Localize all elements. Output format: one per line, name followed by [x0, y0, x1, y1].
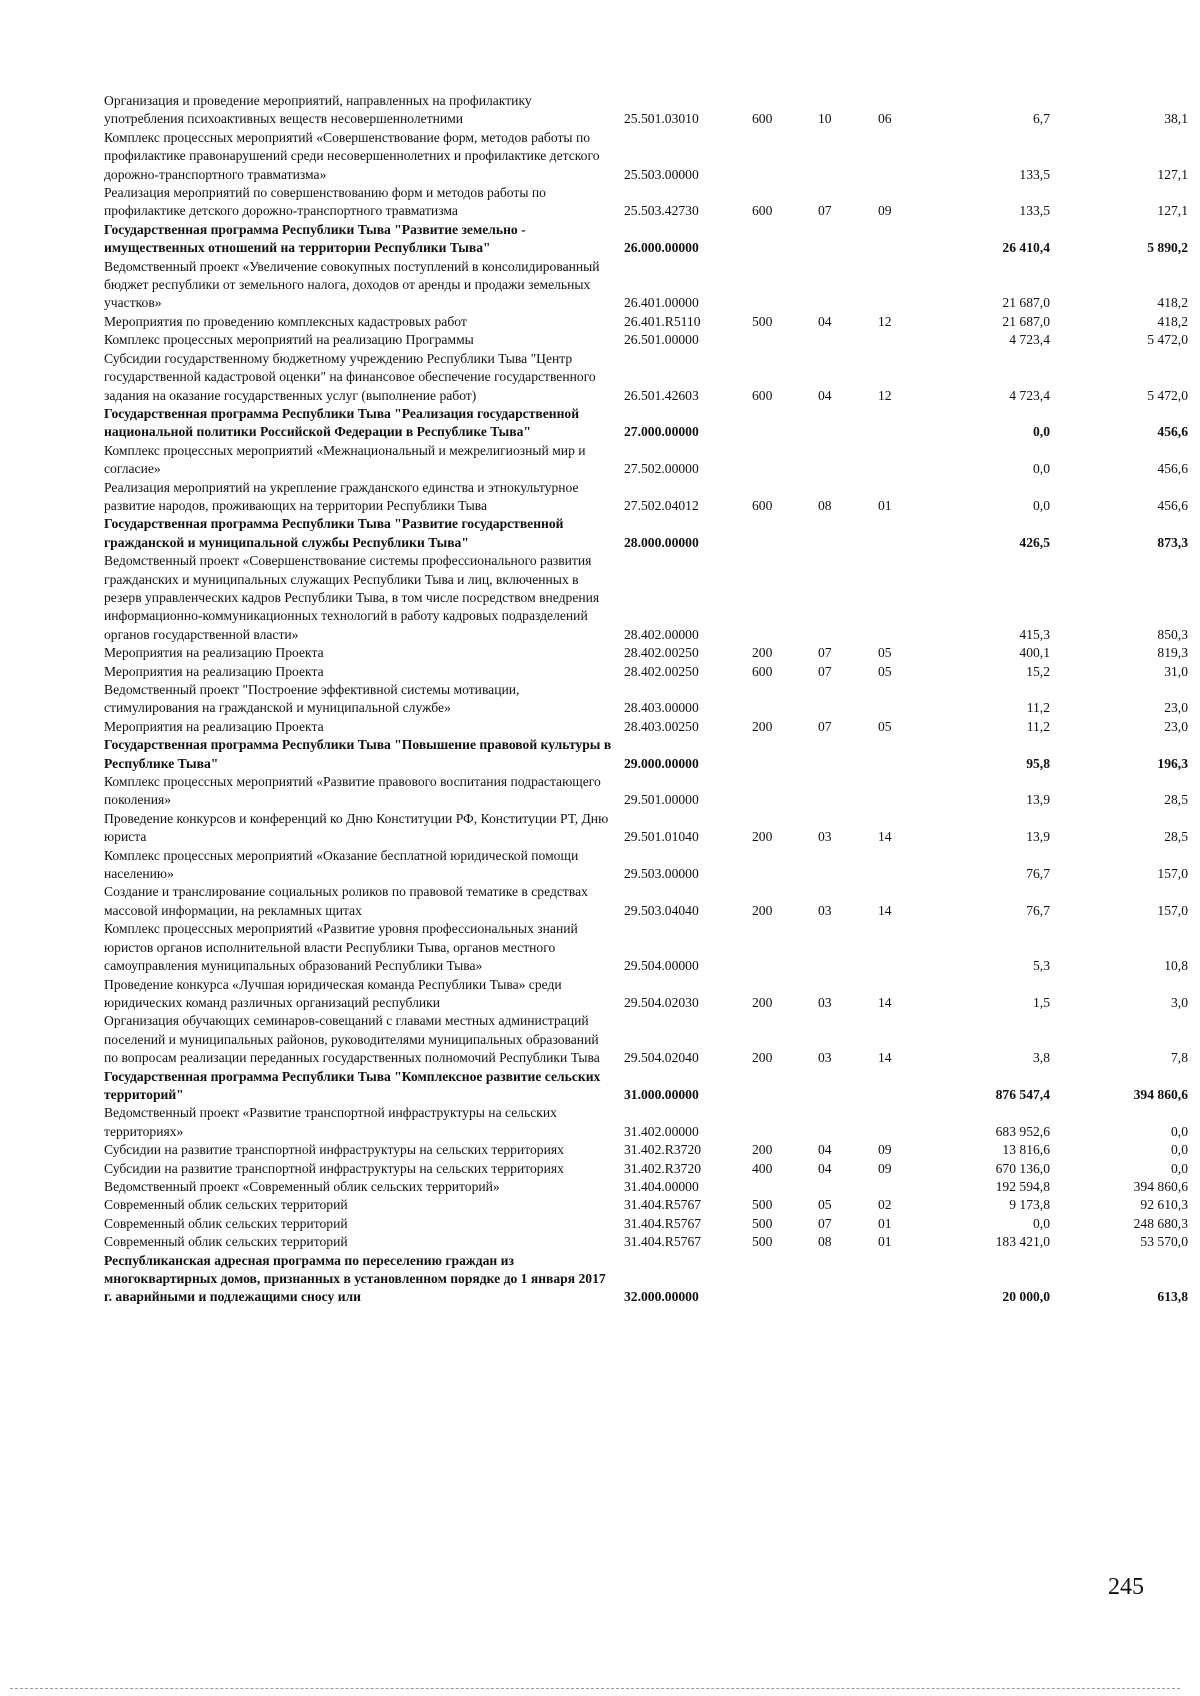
- table-row: [104, 1233, 1194, 1251]
- row-expense-type: 200: [752, 829, 773, 845]
- row-amount-2: 38,1: [1164, 111, 1188, 127]
- row-name: Комплекс процессных мероприятий «Развитие уровня профессиональных знаний юристов органов исполнительной власти Республики Тыва, органов местного самоуправления муниципальных образований Республики Тыва»: [104, 921, 578, 974]
- row-expense-type: 600: [752, 497, 773, 513]
- table-body: [104, 92, 1194, 1307]
- row-expense-type: [746, 847, 812, 884]
- table-row: [104, 773, 1194, 810]
- row-name: Государственная программа Республики Тыва "Повышение правовой культуры в Республике Тыва": [104, 737, 612, 771]
- row-expense-type: [746, 681, 812, 718]
- row-name: Комплекс процессных мероприятий «Межнациональный и межрелигиозный мир и согласие»: [104, 442, 586, 477]
- table-row: [104, 1160, 1194, 1178]
- row-name: Современный облик сельских территорий: [104, 1197, 348, 1213]
- row-expense-type: [746, 129, 812, 184]
- row-code: 29.501.00000: [624, 792, 699, 808]
- row-name: Комплекс процессных мероприятий «Развитие правового воспитания подрастающего поколения»: [104, 774, 601, 808]
- table-row: [104, 718, 1194, 736]
- row-amount-2: 5 472,0: [1147, 332, 1188, 348]
- row-code: 29.000.00000: [624, 755, 699, 771]
- row-code: 31.000.00000: [624, 1086, 699, 1102]
- row-section: [812, 1252, 870, 1307]
- budget-table: [104, 92, 1194, 1307]
- row-name: Субсидии государственному бюджетному учреждению Республики Тыва "Центр государственной кадастровой оценки" на финансовое обеспечение государственного задания на оказание государственных услуг (выполнение работ): [104, 350, 596, 403]
- table-row: [104, 258, 1194, 313]
- row-section: [812, 331, 870, 349]
- row-subsection: [870, 258, 940, 313]
- row-amount-1: 1,5: [1033, 994, 1050, 1010]
- row-amount-1: 76,7: [1026, 866, 1050, 882]
- row-subsection: [870, 1178, 940, 1196]
- row-amount-1: 4 723,4: [1009, 332, 1050, 348]
- row-amount-2: 127,1: [1157, 166, 1188, 182]
- table-row: [104, 1012, 1194, 1067]
- row-amount-1: 13,9: [1026, 792, 1050, 808]
- row-code: 25.503.42730: [624, 203, 699, 219]
- row-code: 26.401.00000: [624, 295, 699, 311]
- row-code: 31.402.R3720: [624, 1142, 702, 1158]
- table-row: [104, 1104, 1194, 1141]
- row-expense-type: 200: [752, 1142, 773, 1158]
- row-expense-type: [746, 920, 812, 975]
- row-amount-1: 13 816,6: [1002, 1142, 1050, 1158]
- row-expense-type: 500: [752, 1234, 773, 1250]
- row-amount-2: 248 680,3: [1133, 1215, 1188, 1231]
- row-code: 31.402.R3720: [624, 1160, 702, 1176]
- row-expense-type: [746, 1178, 812, 1196]
- row-subsection: [870, 442, 940, 479]
- row-name: Государственная программа Республики Тыва "Развитие земельно - имущественных отношений на территории Республики Тыва": [104, 221, 526, 256]
- row-name: Организация и проведение мероприятий, направленных на профилактику употребления психоактивных веществ несовершеннолетними: [104, 93, 532, 127]
- row-name: Мероприятия на реализацию Проекта: [104, 663, 324, 679]
- row-name: Мероприятия на реализацию Проекта: [104, 645, 324, 661]
- row-name: Ведомственный проект "Построение эффективной системы мотивации, стимулирования на гражданской и муниципальной службе»: [104, 682, 520, 716]
- row-expense-type: 200: [752, 994, 773, 1010]
- table-row: [104, 1178, 1194, 1196]
- row-section: [812, 258, 870, 313]
- row-subsection: [870, 736, 940, 773]
- row-subsection: 01: [878, 1234, 892, 1250]
- scan-edge-line: [10, 1688, 1180, 1689]
- page-number: 245: [1108, 1574, 1144, 1600]
- row-section: 10: [818, 111, 832, 127]
- row-code: 26.000.00000: [624, 240, 699, 256]
- row-amount-1: 400,1: [1019, 645, 1050, 661]
- row-section: 04: [818, 1142, 832, 1158]
- row-amount-1: 15,2: [1026, 663, 1050, 679]
- row-section: [812, 552, 870, 644]
- table-row: [104, 184, 1194, 221]
- row-amount-2: 31,0: [1164, 663, 1188, 679]
- row-name: Проведение конкурсов и конференций ко Дню Конституции РФ, Конституции РТ, Дню юриста: [104, 810, 609, 845]
- row-name: Ведомственный проект «Увеличение совокупных поступлений в консолидированный бюджет республики от земельного налога, доходов от аренды и продажи земельных участков»: [104, 258, 600, 311]
- row-expense-type: 500: [752, 1197, 773, 1213]
- table-row: [104, 350, 1194, 405]
- row-expense-type: 600: [752, 203, 773, 219]
- row-section: 04: [818, 1160, 832, 1176]
- row-subsection: [870, 515, 940, 552]
- row-expense-type: [746, 1104, 812, 1141]
- row-subsection: 12: [878, 313, 892, 329]
- row-subsection: 12: [878, 387, 892, 403]
- row-subsection: 09: [878, 1160, 892, 1176]
- row-amount-1: 9 173,8: [1009, 1197, 1050, 1213]
- row-amount-2: 456,6: [1157, 497, 1188, 513]
- row-amount-2: 157,0: [1157, 902, 1188, 918]
- row-subsection: 09: [878, 203, 892, 219]
- table-row: [104, 405, 1194, 442]
- row-expense-type: 500: [752, 1215, 773, 1231]
- table-row: [104, 1141, 1194, 1159]
- row-name: Мероприятия по проведению комплексных кадастровых работ: [104, 313, 467, 329]
- row-amount-2: 0,0: [1171, 1123, 1188, 1139]
- table-row: [104, 1215, 1194, 1233]
- row-amount-1: 6,7: [1033, 111, 1050, 127]
- row-amount-1: 21 687,0: [1002, 313, 1050, 329]
- row-expense-type: 600: [752, 387, 773, 403]
- row-code: 29.504.02030: [624, 994, 699, 1010]
- row-name: Республиканская адресная программа по переселению граждан из многоквартирных домов, признанных в установленном порядке до 1 января 2017 г. аварийными и подлежащими сносу или: [104, 1252, 606, 1305]
- row-amount-2: 418,2: [1157, 295, 1188, 311]
- row-name: Современный облик сельских территорий: [104, 1215, 348, 1231]
- row-subsection: 05: [878, 718, 892, 734]
- row-code: 28.000.00000: [624, 534, 699, 550]
- row-name: Государственная программа Республики Тыва "Развитие государственной гражданской и муниципальной службы Республики Тыва": [104, 516, 564, 550]
- row-subsection: [870, 1104, 940, 1141]
- row-section: [812, 442, 870, 479]
- table-row: [104, 1252, 1194, 1307]
- table-row: [104, 313, 1194, 331]
- row-amount-1: 11,2: [1026, 718, 1050, 734]
- row-expense-type: [746, 258, 812, 313]
- row-subsection: 14: [878, 994, 892, 1010]
- row-amount-1: 21 687,0: [1002, 295, 1050, 311]
- row-subsection: [870, 221, 940, 258]
- row-amount-1: 13,9: [1026, 829, 1050, 845]
- row-code: 31.404.R5767: [624, 1215, 702, 1231]
- table-row: [104, 221, 1194, 258]
- row-amount-1: 4 723,4: [1009, 387, 1050, 403]
- row-code: 31.402.00000: [624, 1123, 699, 1139]
- row-amount-1: 95,8: [1026, 755, 1050, 771]
- row-code: 32.000.00000: [624, 1289, 699, 1305]
- row-code: 25.501.03010: [624, 111, 699, 127]
- row-section: [812, 681, 870, 718]
- row-code: 29.504.02040: [624, 1050, 699, 1066]
- table-row: [104, 810, 1194, 847]
- row-amount-1: 415,3: [1019, 626, 1050, 642]
- row-subsection: [870, 405, 940, 442]
- row-amount-2: 5 890,2: [1147, 240, 1188, 256]
- row-amount-1: 0,0: [1033, 424, 1050, 440]
- row-amount-2: 23,0: [1164, 700, 1188, 716]
- row-subsection: 05: [878, 645, 892, 661]
- row-expense-type: [746, 1068, 812, 1105]
- row-name: Реализация мероприятий по совершенствованию форм и методов работы по профилактике детского дорожно-транспортного травматизма: [104, 185, 546, 219]
- row-subsection: [870, 331, 940, 349]
- row-amount-1: 876 547,4: [995, 1086, 1050, 1102]
- row-code: 29.503.04040: [624, 902, 699, 918]
- row-amount-1: 76,7: [1026, 902, 1050, 918]
- row-section: [812, 405, 870, 442]
- row-name: Реализация мероприятий на укрепление гражданского единства и этнокультурное развитие народов, проживающих на территории Республики Тыва: [104, 479, 579, 513]
- row-amount-2: 850,3: [1157, 626, 1188, 642]
- row-name: Государственная программа Республики Тыва "Реализация государственной национальной политики Российской Федерации в Республике Тыва": [104, 405, 580, 440]
- row-name: Ведомственный проект «Современный облик сельских территорий»: [104, 1178, 500, 1194]
- row-subsection: [870, 1068, 940, 1105]
- row-subsection: 01: [878, 497, 892, 513]
- row-amount-2: 23,0: [1164, 718, 1188, 734]
- row-code: 28.403.00250: [624, 718, 699, 734]
- row-name: Организация обучающих семинаров-совещаний с главами местных администраций поселений и муниципальных районов, руководителями муниципальных образований по вопросам реализации переданных государственных полномочий Республики Тыва: [104, 1013, 600, 1066]
- row-code: 31.404.R5767: [624, 1234, 702, 1250]
- table-row: [104, 920, 1194, 975]
- row-section: 03: [818, 902, 832, 918]
- row-expense-type: 200: [752, 902, 773, 918]
- row-amount-1: 0,0: [1033, 461, 1050, 477]
- table-row: [104, 681, 1194, 718]
- row-subsection: [870, 920, 940, 975]
- row-code: 28.402.00250: [624, 645, 699, 661]
- row-amount-2: 0,0: [1171, 1160, 1188, 1176]
- row-amount-1: 133,5: [1019, 166, 1050, 182]
- row-section: 05: [818, 1197, 832, 1213]
- table-row: [104, 92, 1194, 129]
- row-amount-2: 456,6: [1157, 461, 1188, 477]
- row-subsection: [870, 129, 940, 184]
- row-section: 03: [818, 1050, 832, 1066]
- row-name: Современный облик сельских территорий: [104, 1234, 348, 1250]
- row-code: 29.504.00000: [624, 958, 699, 974]
- row-subsection: 14: [878, 1050, 892, 1066]
- row-section: [812, 1178, 870, 1196]
- row-amount-2: 873,3: [1157, 534, 1188, 550]
- row-subsection: 02: [878, 1197, 892, 1213]
- row-expense-type: [746, 773, 812, 810]
- row-amount-2: 3,0: [1171, 994, 1188, 1010]
- row-expense-type: [746, 405, 812, 442]
- row-expense-type: 600: [752, 663, 773, 679]
- row-amount-2: 92 610,3: [1140, 1197, 1188, 1213]
- row-amount-2: 613,8: [1157, 1289, 1188, 1305]
- row-section: [812, 736, 870, 773]
- row-section: 04: [818, 387, 832, 403]
- row-subsection: [870, 681, 940, 718]
- row-amount-1: 192 594,8: [995, 1178, 1050, 1194]
- table-row: [104, 552, 1194, 644]
- row-name: Мероприятия на реализацию Проекта: [104, 718, 324, 734]
- row-expense-type: [746, 552, 812, 644]
- row-section: 07: [818, 203, 832, 219]
- table-row: [104, 847, 1194, 884]
- row-name: Ведомственный проект «Развитие транспортной инфраструктуры на сельских территориях»: [104, 1105, 557, 1139]
- row-expense-type: 600: [752, 111, 773, 127]
- row-section: 07: [818, 663, 832, 679]
- row-subsection: 09: [878, 1142, 892, 1158]
- row-amount-2: 394 860,6: [1133, 1178, 1188, 1194]
- row-section: 03: [818, 829, 832, 845]
- table-row: [104, 1196, 1194, 1214]
- row-subsection: [870, 847, 940, 884]
- row-subsection: [870, 773, 940, 810]
- row-amount-2: 819,3: [1157, 645, 1188, 661]
- row-name: Субсидии на развитие транспортной инфраструктуры на сельских территориях: [104, 1142, 564, 1158]
- row-amount-1: 183 421,0: [995, 1234, 1050, 1250]
- row-subsection: 14: [878, 902, 892, 918]
- row-amount-1: 5,3: [1033, 958, 1050, 974]
- row-section: 07: [818, 1215, 832, 1231]
- table-row: [104, 736, 1194, 773]
- table-row: [104, 331, 1194, 349]
- row-section: 08: [818, 1234, 832, 1250]
- table-row: [104, 442, 1194, 479]
- row-subsection: 14: [878, 829, 892, 845]
- row-section: [812, 920, 870, 975]
- row-section: [812, 221, 870, 258]
- row-expense-type: 500: [752, 313, 773, 329]
- row-code: 27.502.04012: [624, 497, 699, 513]
- row-code: 26.401.R5110: [624, 313, 701, 329]
- row-subsection: 05: [878, 663, 892, 679]
- row-code: 27.000.00000: [624, 424, 699, 440]
- row-expense-type: 400: [752, 1160, 773, 1176]
- row-amount-2: 7,8: [1171, 1050, 1188, 1066]
- row-name: Ведомственный проект «Совершенствование системы профессионального развития гражданских и муниципальных служащих Республики Тыва и лиц, включенных в резерв управленческих кадров Республики Тыва, в том числе посредством внедрения информационно-коммуникационных технологий в работу кадровых подразделений органов государственной власти»: [104, 553, 600, 642]
- row-amount-2: 10,8: [1164, 958, 1188, 974]
- row-name: Комплекс процессных мероприятий на реализацию Программы: [104, 332, 474, 348]
- row-amount-2: 127,1: [1157, 203, 1188, 219]
- table-row: [104, 515, 1194, 552]
- table-row: [104, 976, 1194, 1013]
- row-section: 08: [818, 497, 832, 513]
- table-row: [104, 883, 1194, 920]
- table-row: [104, 663, 1194, 681]
- row-code: 28.403.00000: [624, 700, 699, 716]
- row-section: [812, 515, 870, 552]
- row-subsection: 06: [878, 111, 892, 127]
- row-section: 03: [818, 994, 832, 1010]
- row-name: Субсидии на развитие транспортной инфраструктуры на сельских территориях: [104, 1160, 564, 1176]
- row-name: Комплекс процессных мероприятий «Совершенствование форм, методов работы по профилактике правонарушений среди несовершеннолетних и профилактике детского дорожно-транспортного травматизма»: [104, 129, 600, 182]
- row-amount-2: 28,5: [1164, 829, 1188, 845]
- row-code: 29.503.00000: [624, 866, 699, 882]
- row-section: [812, 1068, 870, 1105]
- table-row: [104, 644, 1194, 662]
- row-section: [812, 129, 870, 184]
- row-name: Проведение конкурса «Лучшая юридическая команда Республики Тыва» среди юридических команд различных организаций республики: [104, 976, 562, 1010]
- row-section: [812, 847, 870, 884]
- row-code: 29.501.01040: [624, 829, 699, 845]
- row-subsection: [870, 1252, 940, 1307]
- row-expense-type: [746, 515, 812, 552]
- row-name: Государственная программа Республики Тыва "Комплексное развитие сельских территорий": [104, 1068, 601, 1102]
- row-subsection: 01: [878, 1215, 892, 1231]
- row-expense-type: [746, 1252, 812, 1307]
- row-amount-1: 3,8: [1033, 1050, 1050, 1066]
- row-section: 07: [818, 718, 832, 734]
- row-expense-type: [746, 736, 812, 773]
- row-amount-2: 418,2: [1157, 313, 1188, 329]
- row-amount-1: 26 410,4: [1002, 240, 1050, 256]
- row-amount-1: 20 000,0: [1002, 1289, 1050, 1305]
- row-expense-type: [746, 221, 812, 258]
- row-amount-1: 683 952,6: [995, 1123, 1050, 1139]
- row-expense-type: 200: [752, 1050, 773, 1066]
- row-code: 26.501.00000: [624, 332, 699, 348]
- row-amount-2: 456,6: [1157, 424, 1188, 440]
- table-row: [104, 479, 1194, 516]
- row-amount-2: 5 472,0: [1147, 387, 1188, 403]
- row-amount-2: 53 570,0: [1140, 1234, 1188, 1250]
- row-expense-type: [746, 442, 812, 479]
- row-expense-type: 200: [752, 718, 773, 734]
- row-code: 28.402.00000: [624, 626, 699, 642]
- row-amount-2: 28,5: [1164, 792, 1188, 808]
- row-code: 27.502.00000: [624, 461, 699, 477]
- row-subsection: [870, 552, 940, 644]
- row-amount-2: 157,0: [1157, 866, 1188, 882]
- row-name: Комплекс процессных мероприятий «Оказание бесплатной юридической помощи населению»: [104, 847, 579, 882]
- row-expense-type: 200: [752, 645, 773, 661]
- table-row: [104, 1068, 1194, 1105]
- row-amount-1: 426,5: [1019, 534, 1050, 550]
- row-amount-1: 11,2: [1026, 700, 1050, 716]
- row-expense-type: [746, 331, 812, 349]
- row-section: [812, 1104, 870, 1141]
- row-amount-2: 394 860,6: [1133, 1086, 1188, 1102]
- row-code: 28.402.00250: [624, 663, 699, 679]
- row-amount-2: 196,3: [1157, 755, 1188, 771]
- row-section: 04: [818, 313, 832, 329]
- row-amount-1: 0,0: [1033, 497, 1050, 513]
- table-row: [104, 129, 1194, 184]
- row-name: Создание и транслирование социальных роликов по правовой тематике в средствах массовой информации, на рекламных щитах: [104, 884, 588, 918]
- row-code: 26.501.42603: [624, 387, 699, 403]
- row-code: 31.404.R5767: [624, 1197, 702, 1213]
- row-section: 07: [818, 645, 832, 661]
- row-amount-2: 0,0: [1171, 1142, 1188, 1158]
- row-code: 31.404.00000: [624, 1178, 699, 1194]
- row-amount-1: 0,0: [1033, 1215, 1050, 1231]
- row-code: 25.503.00000: [624, 166, 699, 182]
- row-section: [812, 773, 870, 810]
- row-amount-1: 670 136,0: [995, 1160, 1050, 1176]
- row-amount-1: 133,5: [1019, 203, 1050, 219]
